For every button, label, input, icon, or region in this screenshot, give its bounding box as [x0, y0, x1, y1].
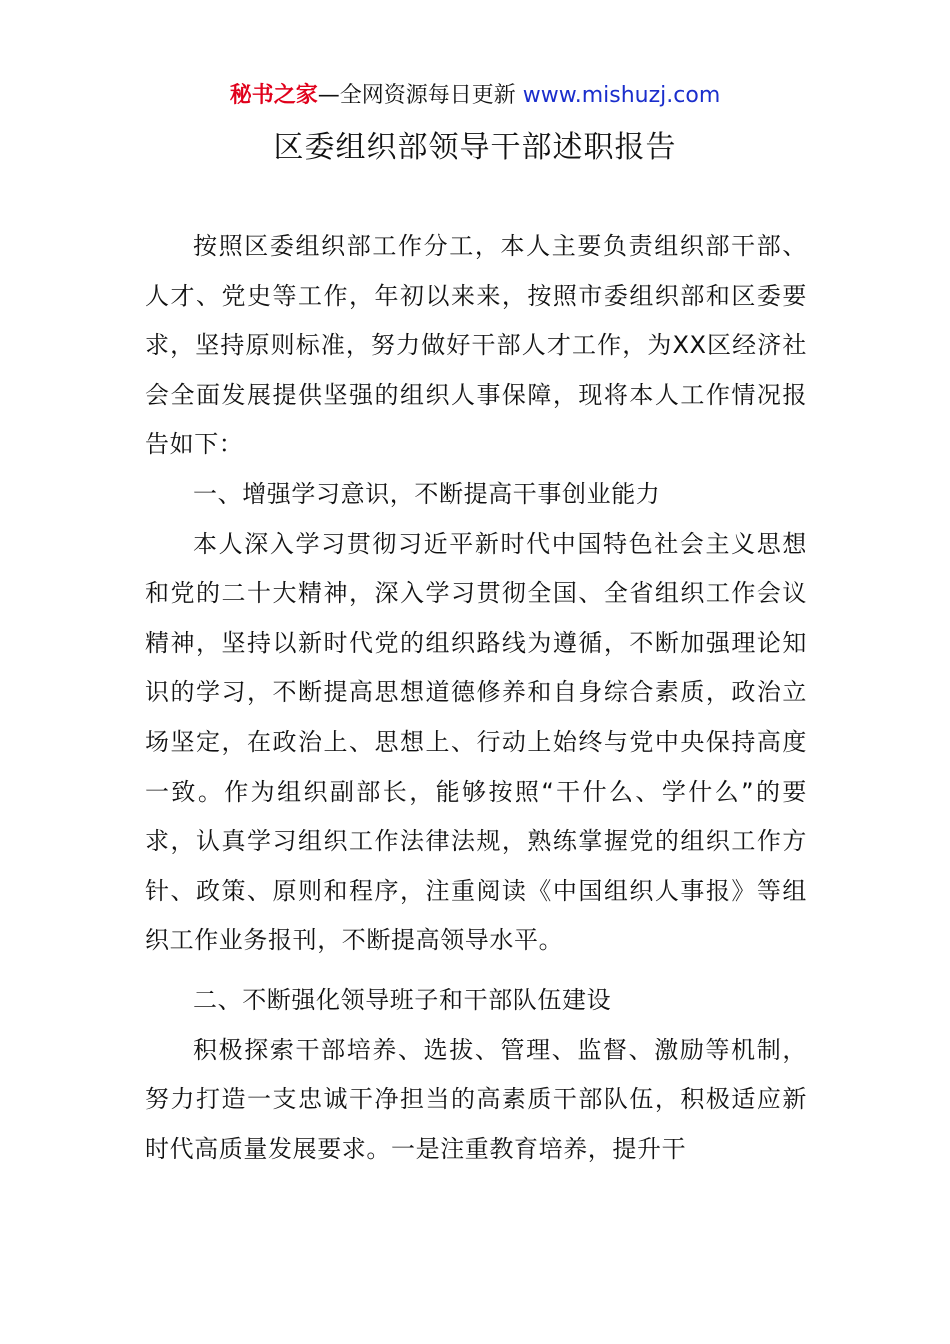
paragraph-section-1: 本人深入学习贯彻习近平新时代中国特色社会主义思想和党的二十大精神，深入学习贯彻全国、全省组织工作会议精神，坚持以新时代党的组织路线为遵循，不断加强理论知识的学习，不断提高思想道德修养和自身综合素质，政治立场坚定，在政治上、思想上、行动上始终与党中央保持高度一致。作为组织副部长，能够按照“干什么、学什么”的要求，认真学习组织工作法律法规，熟练掌握党的组织工作方针、政策、原则和程序，注重阅读《中国组织人事报》等组织工作业务报刊，不断提高领导水平。 — [145, 529, 807, 955]
site-url-link[interactable]: www.mishuzj.com — [522, 83, 721, 108]
site-header — [0, 80, 950, 112]
site-brand: 秘书之家 — [229, 83, 318, 108]
document-body — [145, 222, 807, 1174]
document-title: 区委组织部领导干部述职报告 — [273, 130, 677, 165]
site-tagline: —全网资源每日更新 — [317, 83, 523, 108]
section-heading-1: 一、增强学习意识，不断提高干事创业能力 — [193, 479, 661, 508]
paragraph-section-2: 积极探索干部培养、选拔、管理、监督、激励等机制，努力打造一支忠诚干净担当的高素质干部队伍，积极适应新时代高质量发展要求。一是注重教育培养，提升干 — [145, 1035, 807, 1163]
paragraph-intro: 按照区委组织部工作分工，本人主要负责组织部干部、人才、党史等工作，年初以来来，按照市委组织部和区委要求，坚持原则标准，努力做好干部人才工作，为XX区经济社会全面发展提供坚强的组织人事保障，现将本人工作情况报告如下： — [145, 232, 807, 459]
section-heading-2: 二、不断强化领导班子和干部队伍建设 — [193, 985, 612, 1014]
